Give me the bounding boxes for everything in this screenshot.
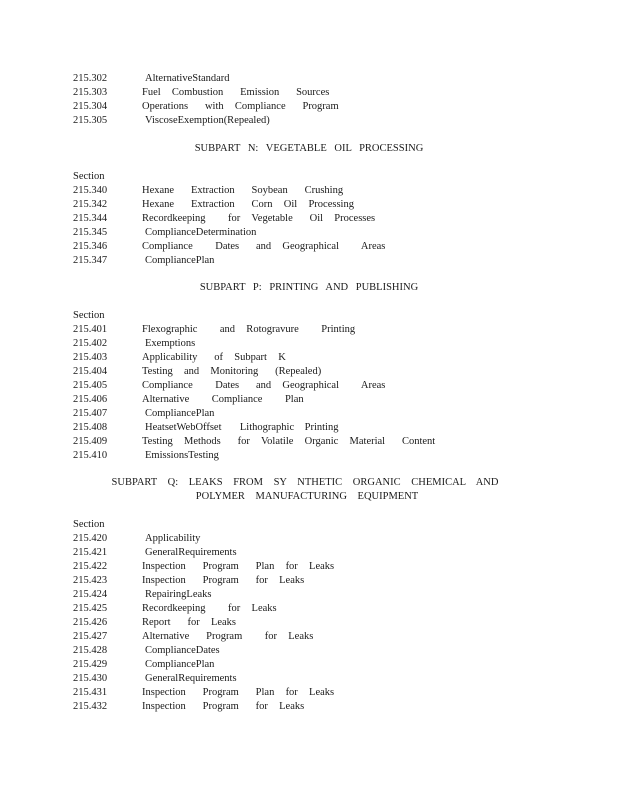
section-number: 215.432 (73, 701, 108, 712)
section-entry (73, 198, 593, 212)
top-section-list (73, 72, 593, 128)
section-title: Inspection Program Plan for Leaks (142, 561, 335, 572)
section-number: 215.402 (73, 338, 108, 349)
section-number: 215.409 (73, 436, 108, 447)
section-number: 215.431 (73, 687, 108, 698)
section-title: Hexane Extraction Soybean Crushing (142, 185, 344, 196)
section-number: 215.427 (73, 631, 108, 642)
section-number: 215.426 (73, 617, 108, 628)
section-entry (73, 114, 593, 128)
section-entry (73, 365, 593, 379)
section-entry (73, 184, 593, 198)
section-entry (73, 100, 593, 114)
section-title: RepairingLeaks (145, 589, 212, 600)
section-entry (73, 72, 593, 86)
section-title: Recordkeeping for Leaks (142, 603, 277, 614)
section-number: 215.304 (73, 101, 108, 112)
subpart-heading-line: SUBPART N: VEGETABLE OIL PROCESSING (194, 143, 424, 154)
section-entry (73, 560, 593, 574)
section-title: Testing and Monitoring (Repealed) (142, 366, 322, 377)
section-number: 215.342 (73, 199, 108, 210)
section-number: 215.302 (73, 73, 108, 84)
section-entry (73, 379, 593, 393)
section-number: 215.403 (73, 352, 108, 363)
section-entry (73, 658, 593, 672)
section-number: 215.303 (73, 87, 108, 98)
section-number: 215.424 (73, 589, 108, 600)
section-title: CompliancePlan (145, 408, 215, 419)
subpart-p-heading (0, 281, 618, 295)
section-title: GeneralRequirements (145, 547, 237, 558)
section-entry (73, 700, 593, 714)
subpart-q-heading (0, 476, 618, 504)
section-entry (73, 588, 593, 602)
section-number: 215.345 (73, 227, 108, 238)
section-number: 215.347 (73, 255, 108, 266)
section-label: Section (73, 519, 105, 530)
section-title: Compliance Dates and Geographical Areas (142, 380, 386, 391)
section-title: CompliancePlan (145, 255, 215, 266)
section-number: 215.405 (73, 380, 108, 391)
section-entry (73, 546, 593, 560)
section-entry (73, 407, 593, 421)
section-entry (73, 393, 593, 407)
section-number: 215.344 (73, 213, 108, 224)
section-label: Section (73, 171, 105, 182)
subpart-heading-line: SUBPART Q: LEAKS FROM SY NTHETIC ORGANIC CHEMICAL AND (111, 477, 499, 488)
subpart-n-heading (0, 142, 618, 156)
section-title: HeatsetWebOffset Lithographic Printing (145, 422, 339, 433)
section-number: 215.429 (73, 659, 108, 670)
section-number: 215.422 (73, 561, 108, 572)
section-entry (73, 532, 593, 546)
section-number: 215.346 (73, 241, 108, 252)
section-entry (73, 337, 593, 351)
section-label: Section (73, 310, 105, 321)
section-title: Flexographic and Rotogravure Printing (142, 324, 356, 335)
section-number: 215.423 (73, 575, 108, 586)
section-entry (73, 86, 593, 100)
section-number: 215.430 (73, 673, 108, 684)
section-title: Operations with Compliance Program (142, 101, 339, 112)
section-title: Exemptions (145, 338, 196, 349)
section-number: 215.406 (73, 394, 108, 405)
section-entry (73, 616, 593, 630)
section-entry (73, 323, 593, 337)
section-title: Inspection Program for Leaks (142, 575, 305, 586)
section-entry (73, 254, 593, 268)
section-title: GeneralRequirements (145, 673, 237, 684)
section-number: 215.404 (73, 366, 108, 377)
section-entry (73, 212, 593, 226)
section-entry (73, 644, 593, 658)
section-entry (73, 574, 593, 588)
section-title: Alternative Program for Leaks (142, 631, 314, 642)
section-title: ViscoseExemption(Repealed) (145, 115, 270, 126)
subpart-heading-line: SUBPART P: PRINTING AND PUBLISHING (199, 282, 419, 293)
section-number: 215.340 (73, 185, 108, 196)
section-entry (73, 449, 593, 463)
section-number: 215.428 (73, 645, 108, 656)
section-title: Report for Leaks (142, 617, 237, 628)
section-number: 215.421 (73, 547, 108, 558)
section-number: 215.410 (73, 450, 108, 461)
section-title: Compliance Dates and Geographical Areas (142, 241, 386, 252)
section-number: 215.420 (73, 533, 108, 544)
section-number: 215.408 (73, 422, 108, 433)
section-title: Inspection Program Plan for Leaks (142, 687, 335, 698)
section-title: EmissionsTesting (145, 450, 219, 461)
section-entry (73, 630, 593, 644)
section-entry (73, 686, 593, 700)
section-entry (73, 240, 593, 254)
subpart-heading-line: POLYMER MANUFACTURING EQUIPMENT (195, 491, 419, 502)
section-number: 215.407 (73, 408, 108, 419)
subpart-p-list (73, 309, 593, 463)
section-title: Applicability of Subpart K (142, 352, 286, 363)
section-title: ComplianceDetermination (145, 227, 257, 238)
section-entry (73, 351, 593, 365)
section-title: Testing Methods for Volatile Organic Material Content (142, 436, 436, 447)
section-entry (73, 435, 593, 449)
section-title: Applicability (145, 533, 201, 544)
section-entry (73, 421, 593, 435)
section-entry (73, 602, 593, 616)
subpart-q-list (73, 518, 593, 714)
section-title: AlternativeStandard (145, 73, 230, 84)
section-title: Fuel Combustion Emission Sources (142, 87, 330, 98)
section-number: 215.305 (73, 115, 108, 126)
section-entry (73, 672, 593, 686)
section-title: Alternative Compliance Plan (142, 394, 304, 405)
section-title: Recordkeeping for Vegetable Oil Processes (142, 213, 376, 224)
section-entry (73, 226, 593, 240)
section-title: ComplianceDates (145, 645, 220, 656)
section-number: 215.425 (73, 603, 108, 614)
section-title: Inspection Program for Leaks (142, 701, 305, 712)
section-title: CompliancePlan (145, 659, 215, 670)
section-title: Hexane Extraction Corn Oil Processing (142, 199, 354, 210)
section-number: 215.401 (73, 324, 108, 335)
subpart-n-list (73, 170, 593, 268)
